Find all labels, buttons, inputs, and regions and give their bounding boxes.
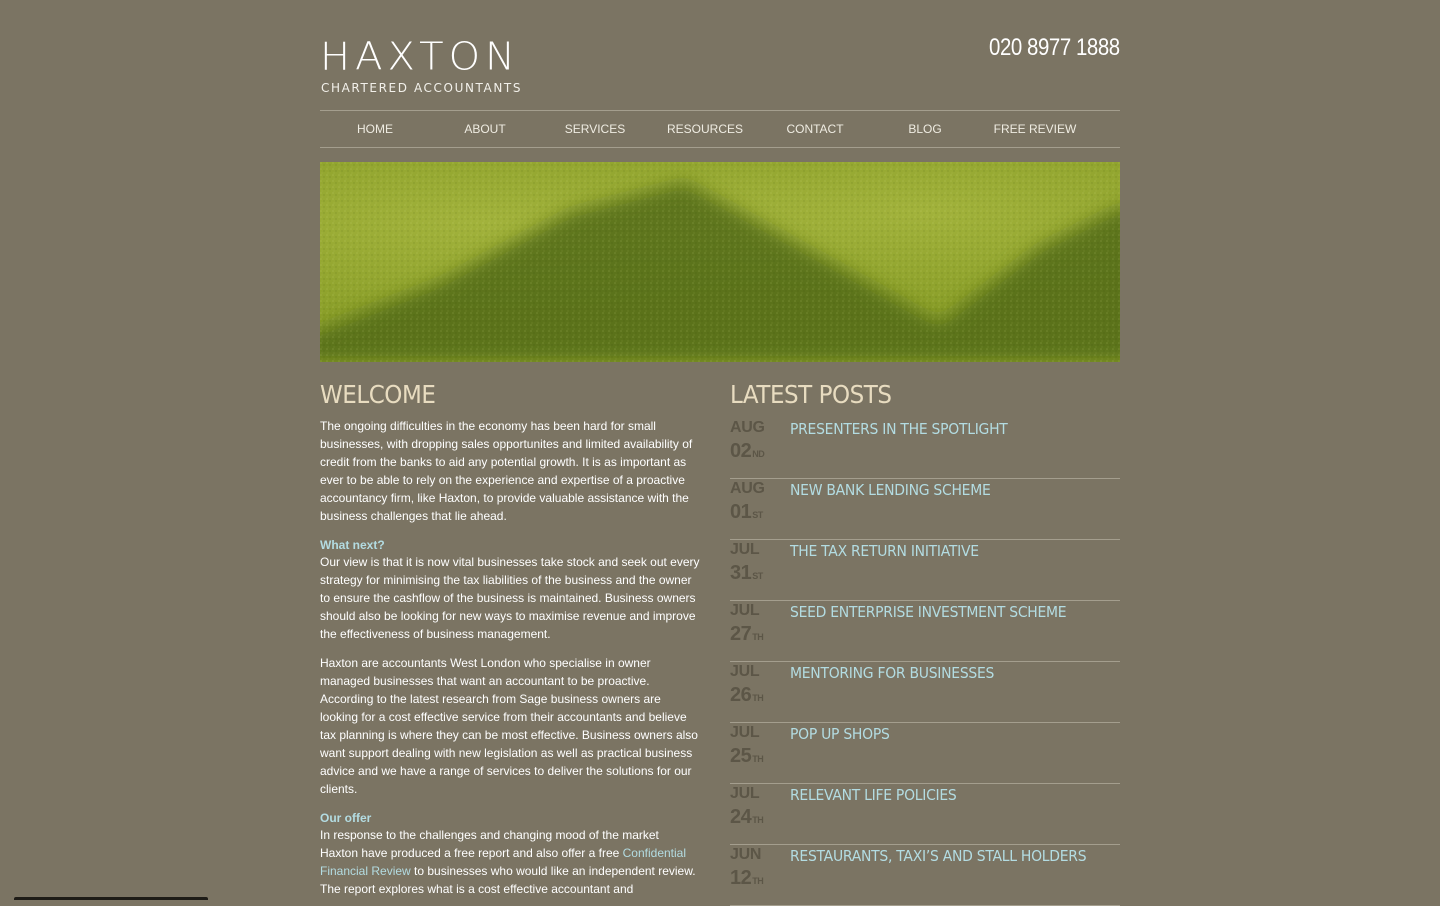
post-month: JUL: [730, 602, 760, 619]
phone-number: 020 8977 1888: [989, 34, 1120, 61]
post-day: 26TH: [730, 684, 764, 706]
post-month: JUL: [730, 785, 760, 802]
nav-item-blog[interactable]: BLOG: [908, 122, 942, 136]
what-next-heading: What next?: [320, 538, 385, 552]
latest-posts-heading: LATEST POSTS: [730, 380, 892, 409]
post-month: JUL: [730, 541, 760, 558]
nav-item-resources[interactable]: RESOURCES: [666, 122, 743, 136]
what-next-text: Our view is that it is now vital businesses take stock and seek out every strategy for minimising the tax liabilities of the business and the owner to ensure the cashflow of the business is maintained. Business owners should also be looking for new ways to maximise revenue and improve the effectiveness of business management.: [320, 555, 700, 641]
post-day: 01ST: [730, 501, 763, 523]
offer-text-after: to businesses who would like an independent review. The report explores what is a cost effective accountant and: [320, 864, 696, 896]
post-item: [730, 784, 1120, 845]
nav-item-about[interactable]: ABOUT: [464, 122, 506, 136]
post-month: AUG: [730, 480, 765, 497]
welcome-section: [320, 378, 700, 898]
welcome-intro-text: The ongoing difficulties in the economy has been hard for small businesses, with dropping sales opportunites and limited availability of credit from the banks to aid any potential growth. It is as important as ever to be able to rely on the experience and expertise of a proactive accountancy firm, like Haxton, to provide valuable assistance with the business challenges that lie ahead.: [320, 419, 693, 523]
post-title-link[interactable]: RELEVANT LIFE POLICIES: [790, 786, 957, 804]
post-day: 27TH: [730, 623, 764, 645]
post-day: 24TH: [730, 806, 764, 828]
post-item: [730, 479, 1120, 540]
nav-item-services[interactable]: SERVICES: [564, 122, 626, 136]
post-title-link[interactable]: SEED ENTERPRISE INVESTMENT SCHEME: [790, 603, 1067, 621]
nav-item-free-review[interactable]: FREE REVIEW: [993, 122, 1077, 136]
logo[interactable]: [320, 35, 550, 98]
post-item: [730, 662, 1120, 723]
post-month: AUG: [730, 419, 765, 436]
post-month: JUL: [730, 724, 760, 741]
post-month: JUL: [730, 663, 760, 680]
latest-posts-section: [730, 378, 1120, 906]
our-offer-text: [320, 826, 700, 898]
welcome-heading: WELCOME: [320, 380, 436, 409]
post-title-link[interactable]: RESTAURANTS, TAXI’S AND STALL HOLDERS: [790, 847, 1087, 865]
offer-text-before: In response to the challenges and changing mood of the market Haxton have produced a free report and also offer a free: [320, 828, 659, 860]
hero-banner-image: [320, 162, 1120, 362]
post-title-link[interactable]: PRESENTERS IN THE SPOTLIGHT: [790, 420, 1008, 438]
post-day: 25TH: [730, 745, 764, 767]
confidential-financial-review-link[interactable]: Confidential Financial Review: [320, 846, 687, 878]
post-item: [730, 601, 1120, 662]
about-text: Haxton are accountants West London who specialise in owner managed businesses that want an accountant to be proactive. According to the latest research from Sage business owners are looking for a cost effective service from their accountants and believe tax planning is where they can be most effective. Business owners also want support dealing with new legislation as well as practical business advice and we have a range of services to deliver the solutions for our clients.: [320, 656, 698, 796]
post-day: 31ST: [730, 562, 763, 584]
post-month: JUN: [730, 846, 762, 863]
logo-wordmark: HAXTON: [320, 35, 520, 79]
post-day: 02ND: [730, 440, 765, 462]
post-item: [730, 845, 1120, 906]
post-item: [730, 540, 1120, 601]
nav-item-home[interactable]: HOME: [357, 122, 393, 136]
post-item: [730, 723, 1120, 784]
post-title-link[interactable]: NEW BANK LENDING SCHEME: [790, 481, 991, 499]
main-nav: [320, 110, 1120, 148]
logo-tagline: CHARTERED ACCOUNTANTS: [321, 81, 523, 95]
post-title-link[interactable]: POP UP SHOPS: [790, 725, 890, 743]
post-title-link[interactable]: MENTORING FOR BUSINESSES: [790, 664, 995, 682]
post-day: 12TH: [730, 867, 764, 889]
our-offer-heading: Our offer: [320, 811, 372, 825]
nav-item-contact[interactable]: CONTACT: [786, 122, 844, 136]
post-item: [730, 418, 1120, 479]
post-title-link[interactable]: THE TAX RETURN INITIATIVE: [790, 542, 979, 560]
